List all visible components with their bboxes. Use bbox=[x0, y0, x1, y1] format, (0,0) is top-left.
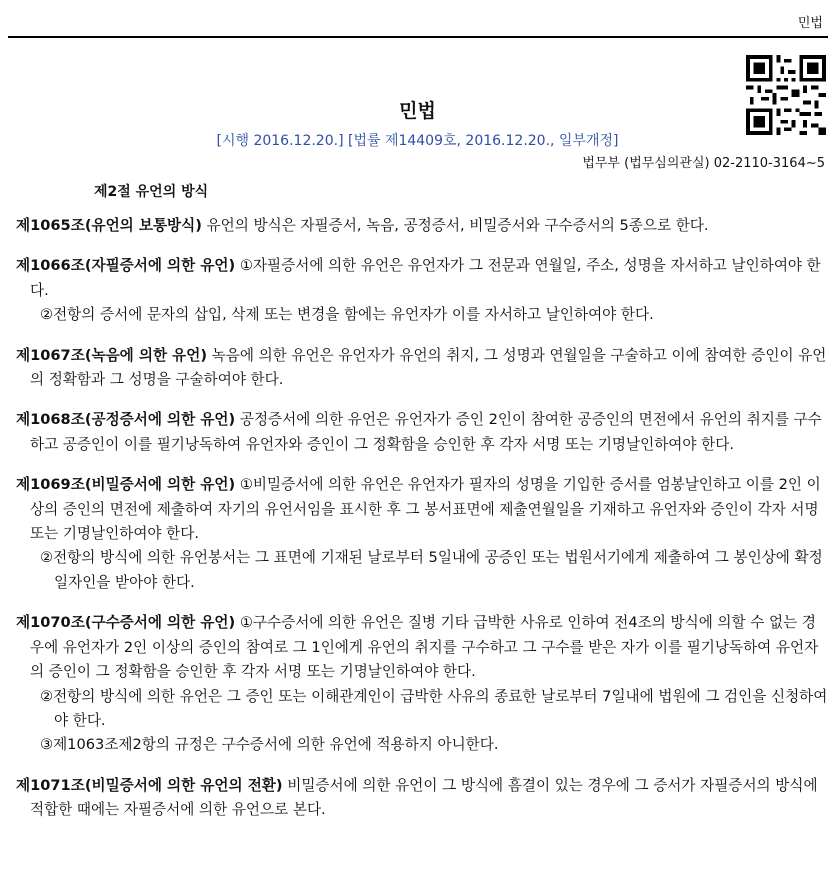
article-title: 제1067조(녹음에 의한 유언) bbox=[16, 346, 207, 364]
article-1068 bbox=[16, 408, 828, 457]
article-1066 bbox=[16, 254, 828, 327]
qr-code bbox=[746, 55, 826, 135]
articles-list bbox=[16, 214, 828, 839]
article-1067 bbox=[16, 344, 828, 393]
article-1070 bbox=[16, 611, 828, 757]
article-title: 제1066조(자필증서에 의한 유언) bbox=[16, 257, 236, 275]
article-paragraph: ③제1063조제2항의 규정은 구수증서에 의한 유언에 적용하지 아니한다. bbox=[40, 736, 499, 754]
running-header: 민법 bbox=[797, 16, 823, 31]
article-text: 녹음에 의한 유언은 유언자가 유언의 취지, 그 성명과 연월일을 구술하고 이에 참여한 증인이 유언의 정확함과 그 성명을 구술하여야 한다. bbox=[30, 346, 827, 389]
article-title: 제1070조(구수증서에 의한 유언) bbox=[16, 614, 236, 632]
enforcement-info: [시행 2016.12.20.] [법률 제14409호, 2016.12.20., 일부개정] bbox=[216, 133, 619, 149]
ministry-contact: 법무부 (법무심의관실) 02-2110-3164~5 bbox=[582, 156, 825, 171]
article-text: 유언의 방식은 자필증서, 녹음, 공정증서, 비밀증서와 구수증서의 5종으로 한다. bbox=[201, 217, 709, 234]
article-1065 bbox=[16, 214, 828, 238]
article-1071 bbox=[16, 774, 828, 823]
article-text: 비밀증서에 의한 유언이 그 방식에 흠결이 있는 경우에 그 증서가 자필증서의 방식에 적합한 때에는 자필증서에 의한 유언으로 본다. bbox=[30, 776, 818, 819]
article-text: ①구수증서에 의한 유언은 질병 기타 급박한 사유로 인하여 전4조의 방식에 의할 수 없는 경우에 유언자가 2인 이상의 증인의 참여로 그 1인에게 유언의 취지를 구수하고 그 구수를 받은 자가 이를 필기낭독하여 유언자의 증인이 그 정확함을 승인한 후 각자 서명 또는 기명날인하여야 한다. bbox=[30, 614, 819, 681]
header-divider bbox=[8, 36, 828, 38]
article-1069 bbox=[16, 473, 828, 595]
article-title: 제1071조(비밀증서에 의한 유언의 전환) bbox=[16, 776, 283, 794]
article-text: ①비밀증서에 의한 유언은 유언자가 필자의 성명을 기입한 증서를 엄봉날인하고 이를 2인 이상의 증인의 면전에 제출하여 자기의 유언서임을 표시한 후 그 봉서표면에 제출연월일을 기재하고 유언자와 증인이 각자 서명 또는 기명날인하여야 한다. bbox=[30, 476, 821, 543]
article-text: ①자필증서에 의한 유언은 유언자가 그 전문과 연월일, 주소, 성명을 자서하고 날인하여야 한다. bbox=[30, 257, 821, 299]
article-title: 제1065조(유언의 보통방식) bbox=[16, 217, 202, 234]
article-paragraph: ②전항의 방식에 의한 유언은 그 증인 또는 이해관계인이 급박한 사유의 종료한 날로부터 7일내에 법원에 그 검인을 신청하여야 한다. bbox=[40, 687, 828, 729]
article-paragraph: ②전항의 증서에 문자의 삽입, 삭제 또는 변경을 함에는 유언자가 이를 자서하고 날인하여야 한다. bbox=[40, 306, 654, 324]
article-text: 공정증서에 의한 유언은 유언자가 증인 2인이 참여한 공증인의 면전에서 유언의 취지를 구수하고 공증인이 이를 필기낭독하여 유언자와 증인이 그 정확함을 승인한 후 각자 서명 또는 기명날인하여야 한다. bbox=[30, 411, 822, 453]
article-paragraph: ②전항의 방식에 의한 유언봉서는 그 표면에 기재된 날로부터 5일내에 공증인 또는 법원서기에게 제출하여 그 봉인상에 확정일자인을 받아야 한다. bbox=[40, 549, 823, 591]
document-title: 민법 bbox=[399, 100, 436, 122]
article-title: 제1069조(비밀증서에 의한 유언) bbox=[16, 476, 236, 494]
article-title: 제1068조(공정증서에 의한 유언) bbox=[16, 411, 236, 429]
section-heading: 제2절 유언의 방식 bbox=[94, 184, 209, 200]
